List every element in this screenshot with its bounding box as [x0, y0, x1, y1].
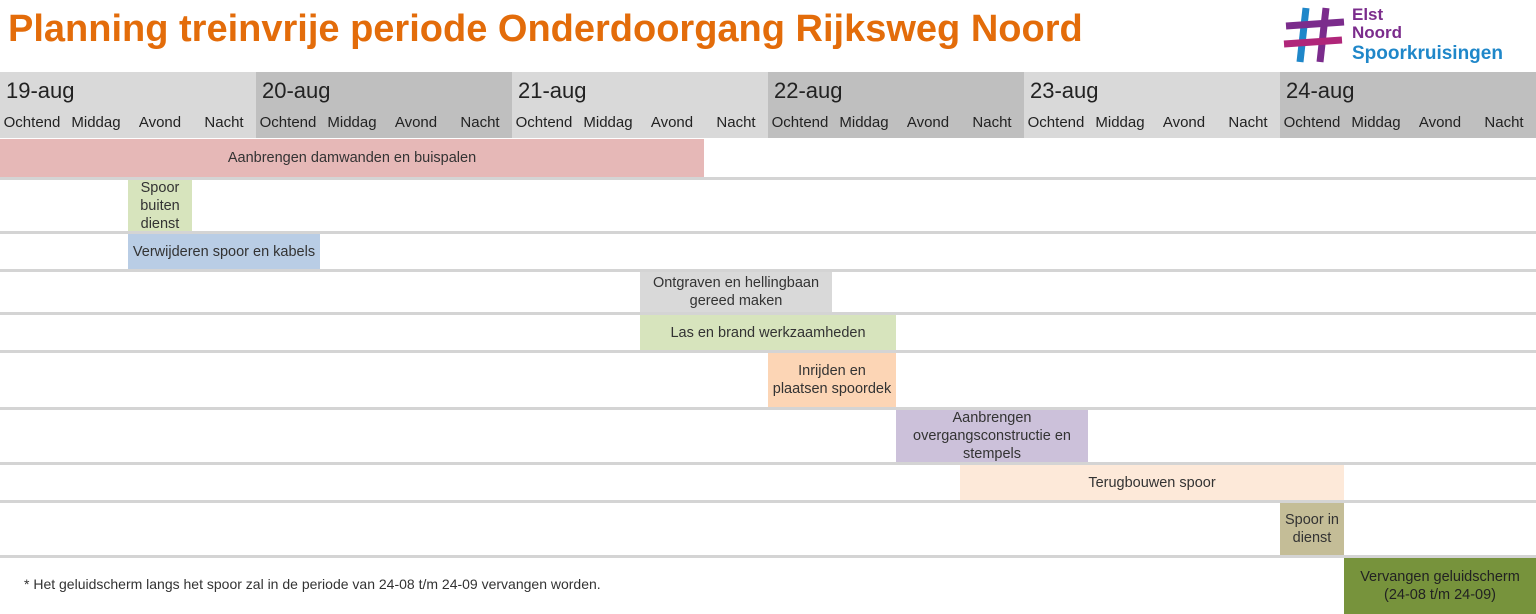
period-avond: Avond — [1162, 114, 1206, 131]
period-middag: Middag — [327, 114, 377, 131]
period-nacht: Nacht — [972, 114, 1012, 131]
period-ochtend: Ochtend — [771, 114, 829, 131]
task-bar: Terugbouwen spoor — [960, 465, 1344, 500]
period-middag: Middag — [583, 114, 633, 131]
period-ochtend: Ochtend — [1027, 114, 1085, 131]
day-header-23aug — [1024, 72, 1280, 138]
period-ochtend: Ochtend — [1283, 114, 1341, 131]
task-bar: Ontgraven en hellingbaan gereed maken — [640, 272, 832, 312]
logo-line-noord: Noord — [1352, 23, 1403, 42]
day-header-19aug — [0, 72, 256, 138]
period-ochtend: Ochtend — [515, 114, 573, 131]
task-bar: Las en brand werkzaamheden — [640, 315, 896, 350]
period-middag: Middag — [71, 114, 121, 131]
period-middag: Middag — [1095, 114, 1145, 131]
row-separator — [0, 177, 1536, 180]
period-middag: Middag — [839, 114, 889, 131]
period-avond: Avond — [1418, 114, 1462, 131]
task-bar: Spoor buiten dienst — [128, 180, 192, 231]
period-ochtend: Ochtend — [259, 114, 317, 131]
period-avond: Avond — [394, 114, 438, 131]
period-nacht: Nacht — [1484, 114, 1524, 131]
day-header-20aug — [256, 72, 512, 138]
hashtag-icon — [1282, 4, 1348, 66]
day-header-21aug — [512, 72, 768, 138]
day-label: 22-aug — [774, 78, 843, 103]
day-label: 23-aug — [1030, 78, 1099, 103]
row-separator — [0, 407, 1536, 410]
logo-line-elst: Elst — [1352, 5, 1384, 24]
row-separator — [0, 555, 1536, 558]
period-avond: Avond — [650, 114, 694, 131]
task-bar: Verwijderen spoor en kabels — [128, 234, 320, 269]
elst-noord-logo — [1282, 4, 1532, 68]
day-label: 20-aug — [262, 78, 331, 103]
period-avond: Avond — [906, 114, 950, 131]
day-header-24aug — [1280, 72, 1536, 138]
period-nacht: Nacht — [204, 114, 244, 131]
period-nacht: Nacht — [1228, 114, 1268, 131]
page-title: Planning treinvrije periode Onderdoorgang Rijksweg Noord — [8, 8, 1083, 50]
period-ochtend: Ochtend — [3, 114, 61, 131]
footnote: * Het geluidscherm langs het spoor zal in de periode van 24-08 t/m 24-09 vervangen worden. — [24, 576, 601, 592]
period-avond: Avond — [138, 114, 182, 131]
day-label: 19-aug — [6, 78, 75, 103]
day-label: 21-aug — [518, 78, 587, 103]
period-nacht: Nacht — [460, 114, 500, 131]
task-bar: Vervangen geluidscherm (24-08 t/m 24-09) — [1344, 558, 1536, 614]
period-middag: Middag — [1351, 114, 1401, 131]
task-bar: Aanbrengen damwanden en buispalen — [0, 139, 704, 177]
logo-line-spoorkruisingen: Spoorkruisingen — [1352, 43, 1503, 64]
day-header-22aug — [768, 72, 1024, 138]
task-bar: Spoor in dienst — [1280, 503, 1344, 555]
day-label: 24-aug — [1286, 78, 1355, 103]
task-bar: Inrijden en plaatsen spoordek — [768, 353, 896, 407]
period-nacht: Nacht — [716, 114, 756, 131]
task-bar: Aanbrengen overgangsconstructie en stempels — [896, 410, 1088, 462]
